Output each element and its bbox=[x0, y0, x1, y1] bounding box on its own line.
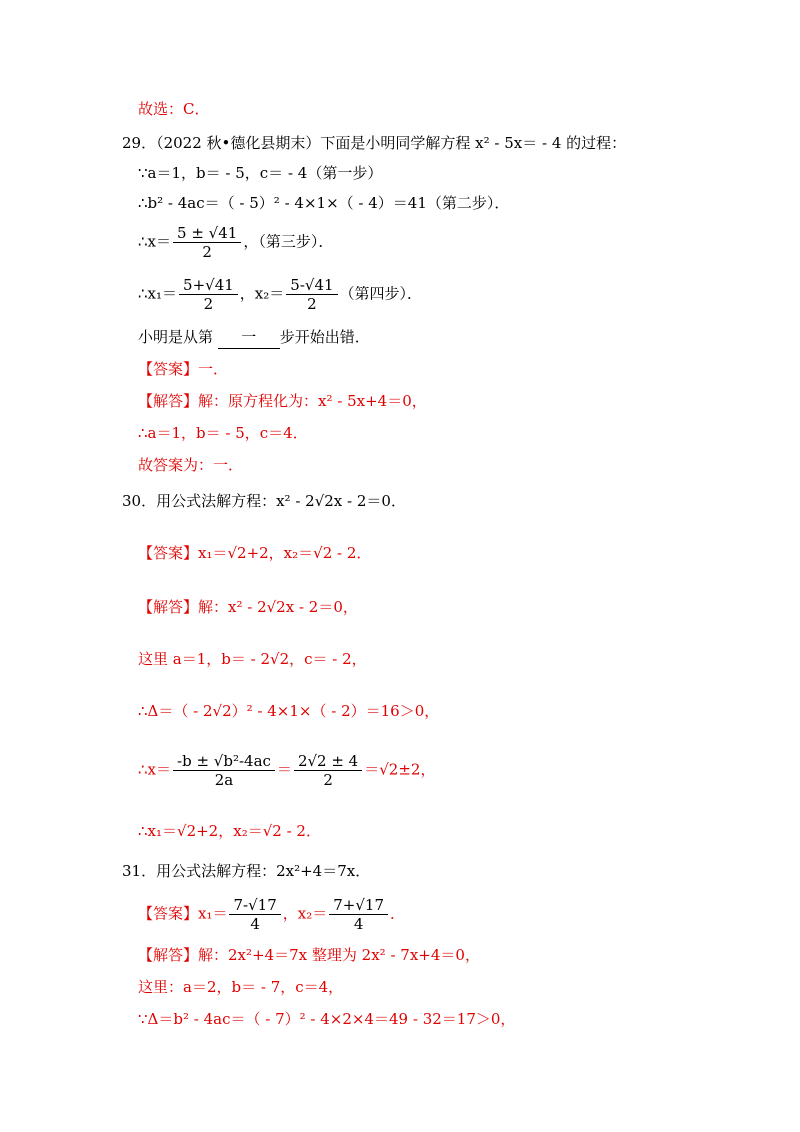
q29-step-1: ∵a＝1，b＝ - 5，c＝ - 4（第一步） bbox=[138, 164, 383, 182]
q30-solution-line-4 bbox=[138, 752, 435, 789]
fraction-denominator: 4 bbox=[353, 915, 364, 933]
q30-formula-result: ＝√2±2， bbox=[364, 760, 436, 779]
q31-x1-fraction bbox=[229, 896, 280, 933]
q29-x1-fraction bbox=[179, 276, 238, 313]
q29-question-suffix: 步开始出错． bbox=[279, 328, 370, 346]
q29-step-3-prefix: ∴x＝ bbox=[138, 232, 172, 251]
q30-solution-line-3: ∴Δ＝（ - 2√2）² - 4×1×（ - 2）＝16＞0， bbox=[138, 702, 440, 720]
q29-step-4-suffix: （第四步）． bbox=[339, 284, 423, 303]
question-31-title: 31．用公式法解方程：2x²+4＝7x． bbox=[122, 862, 371, 880]
q31-x2-fraction bbox=[329, 896, 388, 933]
fraction-numerator: 7-√17 bbox=[229, 896, 280, 915]
q31-solution-line-2: 这里：a＝2，b＝ - 7，c＝4， bbox=[138, 978, 344, 996]
q30-formula-equals: ＝ bbox=[276, 760, 292, 779]
fraction-denominator: 2 bbox=[203, 295, 214, 313]
q30-formula-prefix: ∴x＝ bbox=[138, 760, 172, 779]
q29-step-2: ∴b² - 4ac＝（ - 5）² - 4×1×（ - 4）＝41（第二步）． bbox=[138, 194, 510, 212]
q29-step-3-suffix: ，（第三步）． bbox=[243, 232, 334, 251]
fraction-denominator: 4 bbox=[250, 915, 260, 933]
question-29-title: 29．（2022 秋•德化县期末）下面是小明同学解方程 x² - 5x＝ - 4 的过程： bbox=[122, 134, 627, 152]
q30-solution-roots: ∴x₁＝√2+2，x₂＝√2 - 2． bbox=[138, 822, 321, 840]
q29-answer: 【答案】一． bbox=[138, 360, 229, 378]
q31-solution-line-1: 【解答】解：2x²+4＝7x 整理为 2x² - 7x+4＝0， bbox=[138, 946, 480, 964]
q31-answer-suffix: ． bbox=[390, 904, 406, 923]
q29-step-4-middle: ，x₂＝ bbox=[239, 284, 285, 303]
q31-answer bbox=[138, 896, 405, 933]
fraction-numerator: 5+√41 bbox=[179, 276, 238, 295]
q30-solution-line-1: 【解答】解：x² - 2√2x - 2＝0， bbox=[138, 598, 358, 616]
q29-step-4-prefix: ∴x₁＝ bbox=[138, 284, 178, 303]
fraction-denominator: 2a bbox=[214, 771, 234, 789]
q29-solution-line-2: ∴a＝1，b＝ - 5，c＝4． bbox=[138, 424, 308, 442]
fraction-denominator: 2 bbox=[307, 295, 317, 313]
q31-solution-line-3: ∵Δ＝b² - 4ac＝（ - 7）² - 4×2×4＝49 - 32＝17＞0， bbox=[138, 1010, 516, 1028]
q29-answer-blank: 一 bbox=[218, 326, 280, 349]
fraction-numerator: 7+√17 bbox=[329, 896, 388, 915]
q29-step-3 bbox=[138, 224, 333, 261]
fraction-numerator: 5-√41 bbox=[286, 276, 337, 295]
q29-step-3-fraction bbox=[173, 224, 241, 261]
q31-answer-prefix: 【答案】x₁＝ bbox=[138, 904, 228, 923]
q29-question bbox=[138, 326, 370, 349]
q29-solution-line-1: 【解答】解：原方程化为：x² - 5x+4＝0， bbox=[138, 392, 427, 410]
fraction-numerator: 2√2 ± 4 bbox=[294, 752, 362, 771]
previous-answer-choice: 故选：C． bbox=[138, 100, 210, 118]
q31-answer-middle: ，x₂＝ bbox=[282, 904, 328, 923]
fraction-denominator: 2 bbox=[323, 771, 333, 789]
question-30-title: 30．用公式法解方程：x² - 2√2x - 2＝0． bbox=[122, 492, 406, 510]
quadratic-formula-fraction bbox=[173, 752, 275, 789]
q29-x2-fraction bbox=[286, 276, 337, 313]
q29-solution-conclusion: 故答案为：一． bbox=[138, 456, 244, 474]
fraction-numerator: -b ± √b²-4ac bbox=[173, 752, 275, 771]
q30-solution-line-2: 这里 a＝1，b＝ - 2√2，c＝ - 2， bbox=[138, 650, 367, 668]
fraction-denominator: 2 bbox=[202, 243, 212, 261]
q29-step-4 bbox=[138, 276, 422, 313]
q30-answer: 【答案】x₁＝√2+2，x₂＝√2 - 2． bbox=[138, 544, 372, 562]
q30-substituted-fraction bbox=[294, 752, 362, 789]
q29-question-prefix: 小明是从第 bbox=[138, 328, 214, 346]
fraction-numerator: 5 ± √41 bbox=[173, 224, 241, 243]
